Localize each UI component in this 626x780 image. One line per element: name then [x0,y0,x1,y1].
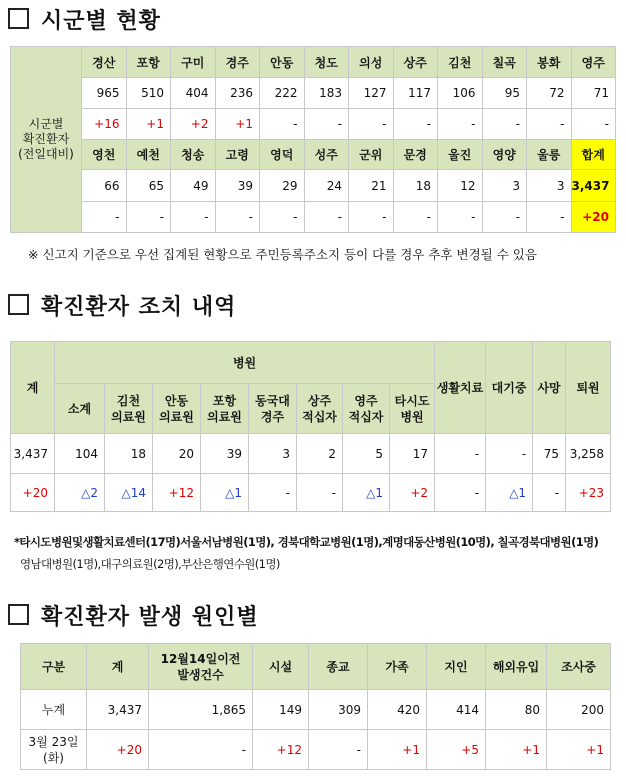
treatment-change: - [533,474,566,512]
region-name: 울진 [438,140,483,170]
treatment-table [10,341,611,512]
region-count: 106 [438,78,483,109]
treatment-change: - [435,474,486,512]
region-name: 경주 [215,47,260,78]
region-change: - [82,202,127,233]
section3-title: 확진환자 발생 원인별 [8,600,259,631]
header-waiting: 대기중 [486,342,533,434]
cause-change: - [149,730,253,770]
checkbox-square-icon [8,294,29,315]
region-name: 구미 [171,47,216,78]
hospital-subheader: 상주 적십자 [297,384,343,434]
region-name: 울릉 [527,140,572,170]
hospital-subheader: 포항 의료원 [201,384,249,434]
region-count: 117 [393,78,438,109]
cause-header: 시설 [253,644,309,690]
cause-header: 지인 [427,644,486,690]
cause-value: 149 [253,690,309,730]
hospital-subheader: 동국대 경주 [249,384,297,434]
treatment-value: 104 [55,434,105,474]
cause-change: +20 [87,730,149,770]
region-count: 66 [82,170,127,202]
region-change: - [260,202,305,233]
region-count: 21 [349,170,394,202]
header-living-treatment: 생활치료 [435,342,486,434]
hospital-subheader: 김천 의료원 [105,384,153,434]
cause-change: +1 [547,730,611,770]
treatment-value: 3 [249,434,297,474]
treatment-value: 20 [153,434,201,474]
region-name: 의성 [349,47,394,78]
region-name: 영천 [82,140,127,170]
cause-change: +1 [368,730,427,770]
treatment-change: +20 [11,474,55,512]
cause-header: 12월14일이전 발생건수 [149,644,253,690]
region-count: 3 [482,170,527,202]
hospital-subheader: 영주 적십자 [343,384,390,434]
region-change: - [171,202,216,233]
region-change: - [393,109,438,140]
hospital-subheader: 안동 의료원 [153,384,201,434]
treatment-change: +2 [390,474,435,512]
cause-value: 309 [309,690,368,730]
total-change: +20 [571,202,616,233]
region-change: - [527,202,572,233]
region-change: +1 [126,109,171,140]
region-name: 김천 [438,47,483,78]
region-name: 칠곡 [482,47,527,78]
treatment-value: 2 [297,434,343,474]
treatment-footnote-1: *타시도병원및생활치료센터(17명)서울서남병원(1명), 경북대학교병원(1명),계명대동산병원(10명), 칠곡경북대병원(1명) [14,535,599,549]
section1-title: 시군별 현황 [8,4,161,35]
header-death: 사망 [533,342,566,434]
checkbox-square-icon [8,604,29,625]
treatment-value: 3,258 [566,434,611,474]
region-row-label: 시군별 확진환자 (전일대비) [11,47,82,233]
cause-header: 가족 [368,644,427,690]
region-change: - [215,202,260,233]
header-hospital: 병원 [55,342,435,384]
region-count: 24 [304,170,349,202]
region-count: 39 [215,170,260,202]
treatment-change: - [297,474,343,512]
region-note: ※ 신고지 기준으로 우선 집계된 현황으로 주민등록주소지 등이 다를 경우 추후 변경될 수 있음 [28,247,537,262]
region-change: - [349,202,394,233]
region-count: 12 [438,170,483,202]
region-name: 예천 [126,140,171,170]
region-count: 71 [571,78,616,109]
hospital-subheader: 타시도 병원 [390,384,435,434]
region-name: 상주 [393,47,438,78]
cause-row-date: 3월 23일 (화) [21,730,87,770]
treatment-value: 75 [533,434,566,474]
cause-header: 해외유입 [486,644,547,690]
region-count: 29 [260,170,305,202]
treatment-value: 17 [390,434,435,474]
cause-row-label: 누계 [21,690,87,730]
region-change: - [482,202,527,233]
region-change: +1 [215,109,260,140]
header-total: 계 [11,342,55,434]
region-change: - [304,202,349,233]
region-count: 95 [482,78,527,109]
region-count: 72 [527,78,572,109]
cause-change: +5 [427,730,486,770]
treatment-value: 3,437 [11,434,55,474]
region-count: 18 [393,170,438,202]
region-change: - [126,202,171,233]
treatment-value: 5 [343,434,390,474]
region-name: 안동 [260,47,305,78]
cause-header: 종교 [309,644,368,690]
cause-header: 계 [87,644,149,690]
cause-value: 414 [427,690,486,730]
region-change: - [260,109,305,140]
treatment-change: △1 [343,474,390,512]
treatment-change: - [249,474,297,512]
region-change: - [349,109,394,140]
region-name: 고령 [215,140,260,170]
region-change: - [393,202,438,233]
region-count: 127 [349,78,394,109]
treatment-change: +23 [566,474,611,512]
treatment-value: - [486,434,533,474]
region-change: +16 [82,109,127,140]
region-count: 965 [82,78,127,109]
region-name: 영덕 [260,140,305,170]
treatment-change: △14 [105,474,153,512]
region-count: 222 [260,78,305,109]
total-label: 합계 [571,140,616,170]
cause-change: +1 [486,730,547,770]
region-change: - [438,202,483,233]
treatment-change: +12 [153,474,201,512]
region-name: 영주 [571,47,616,78]
region-name: 포항 [126,47,171,78]
cause-value: 200 [547,690,611,730]
region-name: 성주 [304,140,349,170]
section2-title: 확진환자 조치 내역 [8,290,236,321]
cause-value: 80 [486,690,547,730]
treatment-change: △1 [486,474,533,512]
hospital-subheader: 소계 [55,384,105,434]
region-count: 236 [215,78,260,109]
checkbox-square-icon [8,8,29,29]
region-count: 404 [171,78,216,109]
cause-value: 3,437 [87,690,149,730]
cause-table [20,643,611,770]
cause-change: - [309,730,368,770]
region-name: 청송 [171,140,216,170]
treatment-footnote-2: 영남대병원(1명),대구의료원(2명),부산은행연수원(1명) [20,557,280,571]
region-count: 510 [126,78,171,109]
region-count: 65 [126,170,171,202]
region-change: - [438,109,483,140]
region-name: 경산 [82,47,127,78]
cause-value: 420 [368,690,427,730]
region-name: 영양 [482,140,527,170]
region-name: 청도 [304,47,349,78]
region-count: 183 [304,78,349,109]
region-change: - [571,109,616,140]
treatment-change: △1 [201,474,249,512]
region-change: - [482,109,527,140]
region-change: +2 [171,109,216,140]
treatment-value: 39 [201,434,249,474]
cause-header: 조사중 [547,644,611,690]
region-count: 49 [171,170,216,202]
region-change: - [527,109,572,140]
cause-header: 구분 [21,644,87,690]
treatment-value: - [435,434,486,474]
cause-value: 1,865 [149,690,253,730]
region-name: 군위 [349,140,394,170]
cause-change: +12 [253,730,309,770]
region-change: - [304,109,349,140]
header-discharged: 퇴원 [566,342,611,434]
region-table [10,46,616,233]
region-name: 봉화 [527,47,572,78]
total-count: 3,437 [571,170,616,202]
region-name: 문경 [393,140,438,170]
treatment-value: 18 [105,434,153,474]
treatment-change: △2 [55,474,105,512]
region-count: 3 [527,170,572,202]
